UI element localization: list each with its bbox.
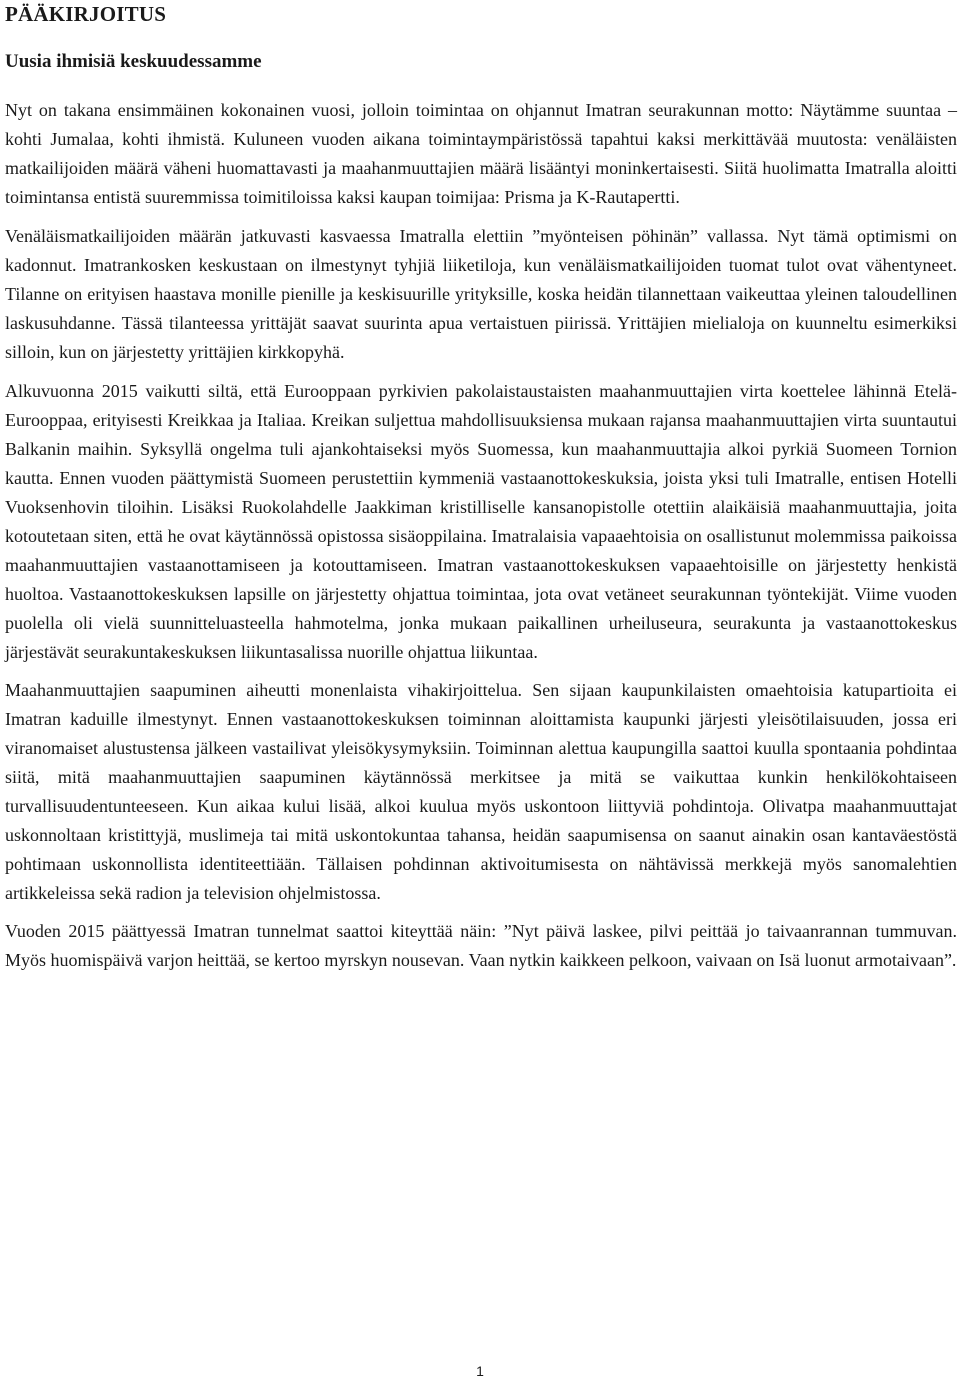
section-label: PÄÄKIRJOITUS	[5, 2, 167, 26]
body-paragraph-1: Nyt on takana ensimmäinen kokonainen vuosi, jolloin toimintaa on ohjannut Imatran seurakunnan motto: Näytämme suuntaa – kohti Jumalaa, kohti ihmistä. Kuluneen vuoden aikana toimintaympäristössä tapahtui kaksi merkittävää muutosta: venäläisten matkailijoiden määrä väheni huomattavasti ja maahanmuuttajien määrä lisääntyi moninkertaisesti. Siitä huolimatta Imatralla aloitti toimintansa entistä suuremmissa toimitiloissa kaksi kaupan toimijaa: Prisma ja K-Rautapertti.	[5, 100, 957, 207]
body-paragraph-4: Maahanmuuttajien saapuminen aiheutti monenlaista vihakirjoittelua. Sen sijaan kaupunkilaisten omaehtoisia katupartioita ei Imatran kaduille ilmestynyt. Ennen vastaanottokeskuksen toiminnan aloittamista kaupunki järjesti yleisötilaisuuden, jossa eri viranomaiset alustustensa jälkeen vastailivat yleisökysymyksiin. Toiminnan alettua kaupungilla saattoi kuulla spontaania pohdintaa siitä, mitä maahanmuuttajien saapuminen käytännössä merkitsee ja mitä se vaikuttaa kunkin henkilökohtaiseen turvallisuudentunteeseen. Kun aikaa kului lisää, alkoi kuulua myös uskontoon liittyviä pohdintoja. Olivatpa maahanmuuttajat uskonnoltaan kristittyjä, muslimeja tai mitä uskontokuntaa tahansa, heidän saapumisensa on saanut ainakin osan kantaväestöstä pohtimaan uskonnollista identiteettiään. Tällaisen pohdinnan aktivoitumisesta on nähtävissä merkkejä myös sanomalehtien artikkeleissa sekä radion ja television ohjelmistossa.	[5, 680, 957, 903]
body-paragraph-5: Vuoden 2015 päättyessä Imatran tunnelmat saattoi kiteyttää näin: ”Nyt päivä laskee, pilvi peittää jo taivaanrannan tummuvan. Myös huomispäivä varjon heittää, se kertoo myrskyn nousevan. Vaan nytkin kaikkeen pelkoon, vaivaan on Isä luonut armotaivaan”.	[5, 921, 957, 970]
document-page	[5, 0, 957, 975]
article-headline: Uusia ihmisiä keskuudessamme	[5, 51, 262, 72]
page-number: 1	[476, 1363, 484, 1379]
body-paragraph-3: Alkuvuonna 2015 vaikutti siltä, että Eurooppaan pyrkivien pakolaistaustaisten maahanmuuttajien virta koettelee lähinnä Etelä-Eurooppaa, erityisesti Kreikkaa ja Italiaa. Kreikan suljettua mahdollisuuksiensa mukaan rajansa maahanmuuttajien virta suuntautui Balkanin maihin. Syksyllä ongelma tuli ajankohtaiseksi myös Suomessa, kun maahanmuuttajia alkoi pyrkiä Suomeen Tornion kautta. Ennen vuoden päättymistä Suomeen perustettiin kymmeniä vastaanottokeskuksia, joista yksi tuli Imatralle, entisen Hotelli Vuoksenhovin tiloihin. Lisäksi Ruokolahdelle Jaakkiman kristilliselle kansanopistolle otettiin alaikäisiä maahanmuuttajia, joita kotoutetaan siten, että he ovat käytännössä opistossa sisäoppilaina. Imatralaisia vapaaehtoisia on osallistunut molemmissa paikoissa maahanmuuttajien vastaanottamiseen ja kotouttamiseen. Imatran vastaanottokeskuksen vapaaehtoisille on järjestetty henkistä huoltoa. Vastaanottokeskuksen lapsille on järjestetty ohjattua toimintaa, jota ovat vetäneet seurakunnan työntekijät. Viime vuoden puolella oli vielä suunnitteluasteella hahmotelma, jonka mukaan paikallinen urheiluseura, seurakunta ja vastaanottokeskus järjestävät seurakuntakeskuksen liikuntasalissa nuorille ohjattua liikuntaa.	[5, 381, 957, 662]
body-paragraph-2: Venäläismatkailijoiden määrän jatkuvasti kasvaessa Imatralla elettiin ”myönteisen pöhinän” vallassa. Nyt tämä optimismi on kadonnut. Imatrankosken keskustaan on ilmestynyt tyhjiä liiketiloja, kun venäläismatkailijoiden tuomat tulot ovat vähentyneet. Tilanne on erityisen haastava monille pienille ja keskisuurille yrityksille, koska heidän tilannettaan vaikeuttaa yleinen taloudellinen laskusuhdanne. Tässä tilanteessa yrittäjät saavat suurinta apua vertaistuen piirissä. Yrittäjien mielialoja on kuunneltu esimerkiksi silloin, kun on järjestetty yrittäjien kirkkopyhä.	[5, 226, 957, 362]
